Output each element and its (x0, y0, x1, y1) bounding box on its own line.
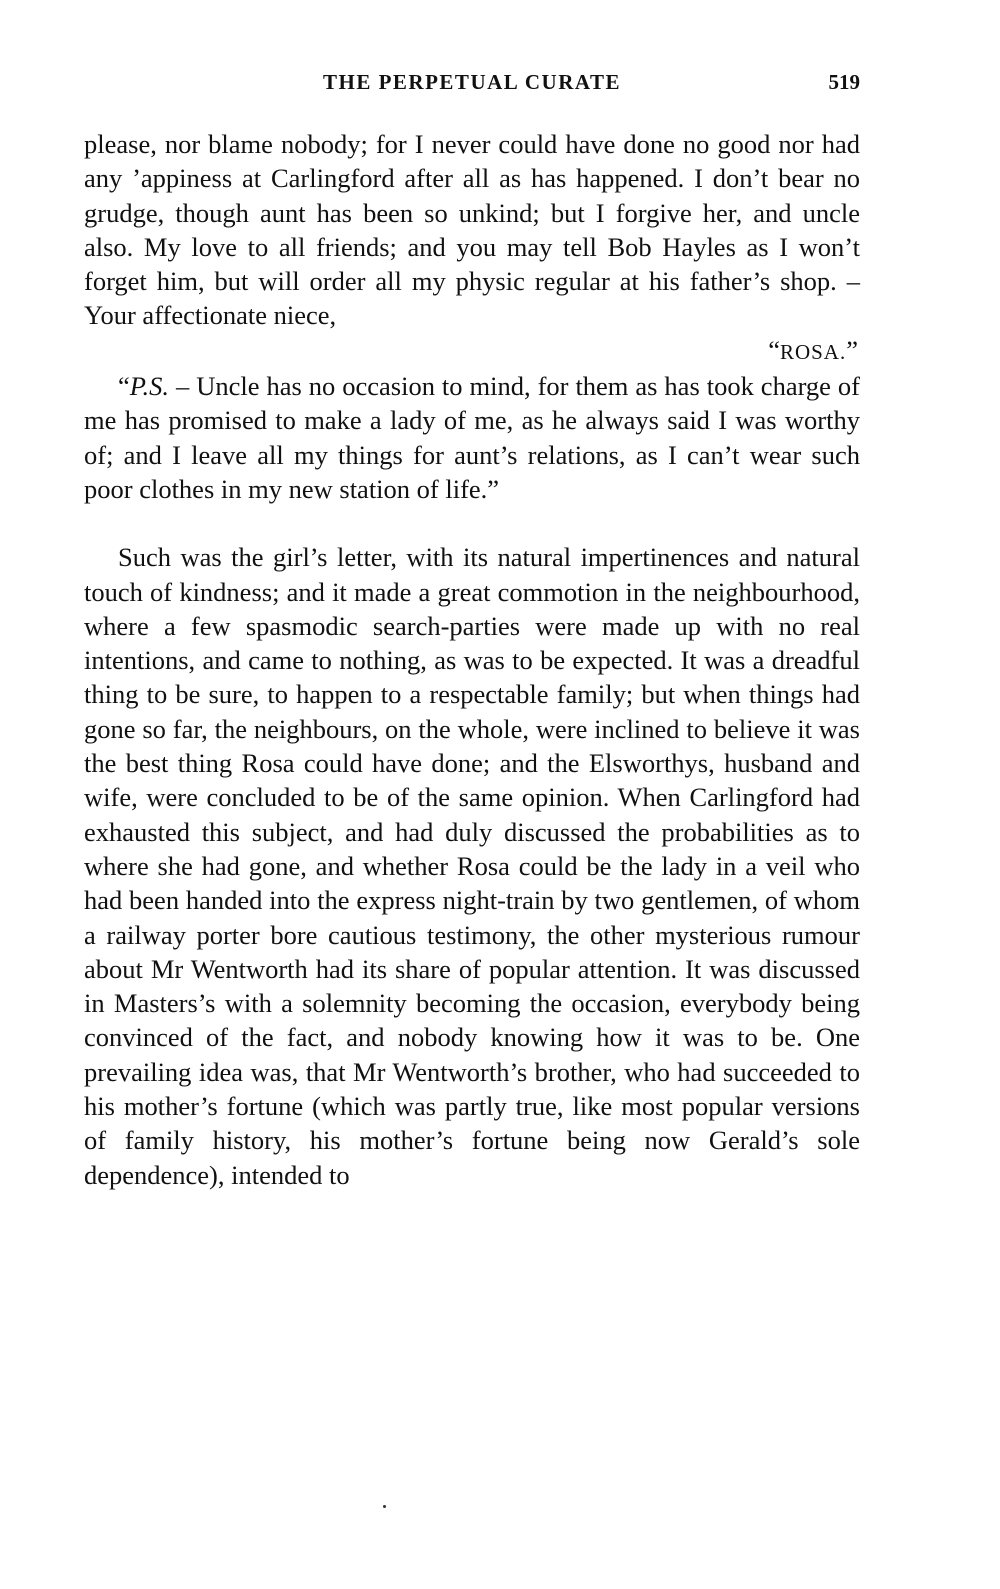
footer-mark (383, 1505, 386, 1508)
letter-signature (84, 333, 860, 369)
running-head (84, 70, 860, 104)
signature-open-quote: “ (768, 334, 780, 365)
letter-paragraph: please, nor blame nobody; for I never could have done no good nor had any ’appiness at Carlingford after all as has happened. I don’t bear no grudge, though aunt has been so unkind; but I forgive her, and uncle also. My love to all friends; and you may tell Bob Hayles as I won’t forget him, but will order all my physic regular at his father’s shop. – Your affectionate niece, (84, 129, 860, 331)
running-title: THE PERPETUAL CURATE (323, 70, 621, 94)
page-number: 519 (828, 70, 860, 94)
postscript-open-quote: “ (118, 371, 130, 402)
postscript-paragraph (84, 369, 860, 506)
narrative-paragraph: Such was the girl’s letter, with its natural impertinences and natural touch of kindness; and it made a great commotion in the neighbourhood, where a few spasmodic search-parties were made up with no real intentions, and came to nothing, as was to be expected. It was a dreadful thing to be sure, to happen to a respectable family; but when things had gone so far, the neighbours, on the whole, were inclined to believe it was the best thing Rosa could have done; and the Elsworthys, husband and wife, were concluded to be of the same opinion. When Carlingford had exhausted this subject, and had duly discussed the probabilities as to where she had gone, and whether Rosa could be the lady in a veil who had been handed into the express night-train by two gentlemen, of whom a railway porter bore cautious testimony, the other mysterious rumour about Mr Wentworth had its share of popular attention. It was discussed in Masters’s with a solemnity becoming the occasion, everybody being convinced of the fact, and nobody knowing how it was to be. One prevailing idea was, that Mr Wentworth’s brother, who had succeeded to his mother’s fortune (which was partly true, like most popular versions of family history, his mother’s fortune being now Gerald’s sole dependence), intended to (84, 542, 860, 1190)
section-gap (84, 506, 860, 540)
body-text (84, 127, 860, 1192)
postscript-label: P.S. (129, 371, 170, 402)
postscript-text: – Uncle has no occasion to mind, for them as has took charge of me has promised to make a lady of me, as he always said I was worthy of; and I leave all my things for aunt’s relations, as I can’t wear such poor clothes in my new station of life.” (84, 371, 860, 504)
signature-close-quote: ” (846, 334, 858, 365)
signature-name: ROSA. (779, 339, 847, 364)
